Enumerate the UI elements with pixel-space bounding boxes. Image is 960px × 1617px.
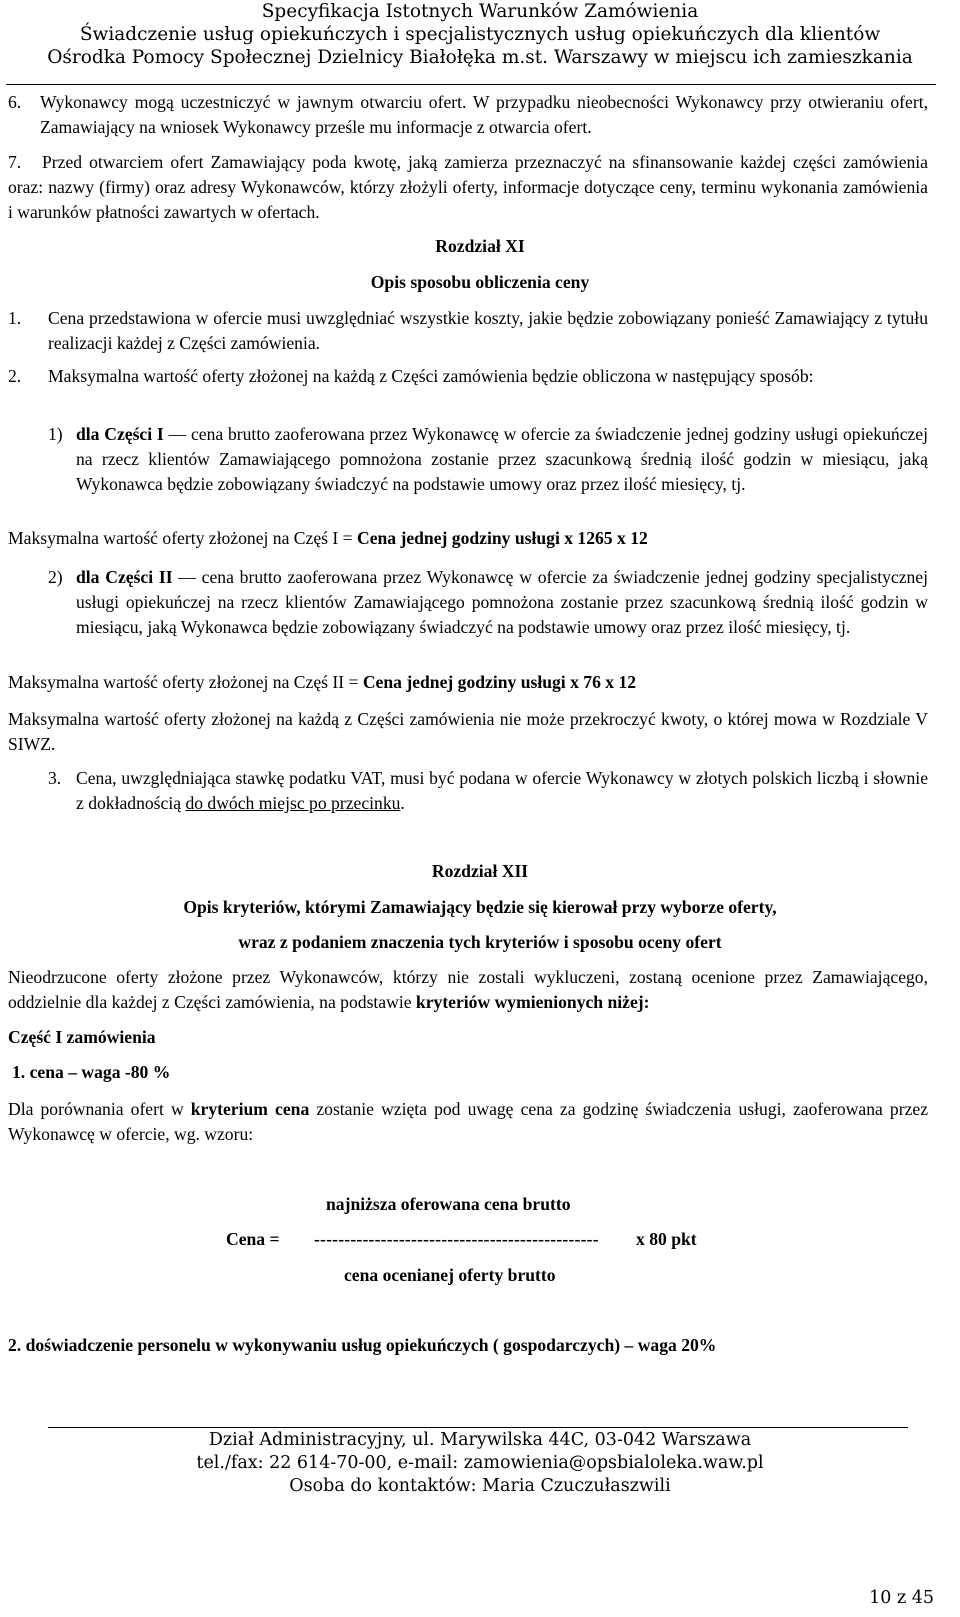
footer-address: Dział Administracyjny, ul. Marywilska 44C, 03-042 Warszawa (208, 1430, 752, 1450)
chapter-11-title: Rozdział XI (435, 236, 525, 256)
formula-2-expression: Cena jednej godziny usługi x 76 x 12 (362, 672, 637, 692)
item-6-text: Wykonawcy mogą uczestniczyć w jawnym otwarciu ofert. W przypadku nieobecności Wykonawcy przy otwieraniu ofert, Zamawiający na wniosek Wykonawcy prześle mu informacje z otwarcia ofert. (40, 92, 928, 137)
header-divider (6, 84, 936, 85)
formula-2-label: Maksymalna wartość oferty złożonej na Częś II = (8, 672, 363, 692)
criterion-1-description (8, 1097, 928, 1147)
intro-body: Nieodrzucone oferty złożone przez Wykonawców, którzy nie zostali wykluczeni, zostaną ocenione przez Zamawiającego, oddzielnie dla każdej z Części zamówienia, na podstawie (8, 967, 928, 1012)
sub2-text (76, 565, 928, 640)
criterion-1-name: 1. cena (12, 1062, 64, 1082)
desc-a: Dla porównania ofert w (8, 1099, 191, 1119)
desc-b: zostanie wzięta pod uwagę cena za godzinę świadczenia usługi, zaoferowana przez Wykonawcę w ofercie, wg. wzoru: (8, 1099, 928, 1144)
formula-1-label: Maksymalna wartość oferty złożonej na Częś I = (8, 528, 357, 548)
p2-number: 2. (8, 366, 22, 386)
max-value-note: Maksymalna wartość oferty złożonej na każdą z Części zamówienia nie może przekroczyć kwoty, o której mowa w Rozdziale V SIWZ. (8, 709, 928, 754)
part-1-heading: Część I zamówienia (8, 1027, 156, 1047)
p3-text (76, 766, 928, 816)
formula-1-expression: Cena jednej godziny usługi x 1265 x 12 (356, 528, 648, 548)
sub2-number: 2) (48, 567, 63, 587)
p2-text: Maksymalna wartość oferty złożonej na każdą z Części zamówienia będzie obliczona w następujący sposób: (48, 366, 814, 386)
item-7-text: Przed otwarciem ofert Zamawiający poda kwotę, jaką zamierza przeznaczyć na sfinansowanie każdej części zamówienia oraz: nazwy (firmy) oraz adresy Wykonawców, którzy złożyli oferty, informacje dotyczące ceny, terminu wykonania zamówienia i warunków płatności zawartych w ofertach. (8, 152, 928, 222)
header-title: Specyfikacja Istotnych Warunków Zamówienia (261, 1, 699, 22)
p3-body: Cena, uwzględniająca stawkę podatku VAT, musi być podana w ofercie Wykonawcy w złotych polskich liczbą i słownie z dokładnością (76, 768, 928, 813)
chapter-11-subtitle: Opis sposobu obliczenia ceny (370, 272, 590, 292)
formula-fraction-line: ----------------------------------------------- (314, 1229, 599, 1249)
header-subtitle: Świadczenie usług opiekuńczych i specjalistycznych usług opiekuńczych dla klientów (79, 24, 881, 45)
item-6-number: 6. (8, 92, 22, 112)
footer-contact: tel./fax: 22 614-70-00, e-mail: zamowienia@opsbialoleka.waw.pl (196, 1453, 764, 1473)
intro-criteria: kryteriów wymienionych niżej: (415, 992, 650, 1012)
formula-lhs: Cena = (226, 1229, 280, 1249)
formula-part-1 (8, 526, 648, 551)
chapter-12-intro (8, 965, 928, 1015)
p3-precision: do dwóch miejsc po przecinku (185, 793, 401, 813)
formula-denominator: cena ocenianej oferty brutto (344, 1265, 556, 1285)
p3-number: 3. (48, 768, 62, 788)
criterion-1 (12, 1060, 170, 1085)
footer-person: Osoba do kontaktów: Maria Czuczułaszwili (289, 1476, 671, 1496)
sub1-text (76, 422, 928, 497)
desc-criterion: kryterium cena (190, 1099, 310, 1119)
p1-number: 1. (8, 308, 22, 328)
sub2-body: — cena brutto zaoferowana przez Wykonawcę w ofercie za świadczenie jednej godziny specjalistycznej usługi opiekuńczej na rzecz klientów Zamawiającego pomnożona zostanie przez szacunkową średnią ilość godzin w miesiącu, jaką Wykonawca będzie zobowiązany świadczyć na podstawie umowy oraz przez ilość miesięcy, tj. (76, 567, 928, 637)
formula-numerator: najniższa oferowana cena brutto (326, 1194, 571, 1214)
chapter-12-subtitle-2: wraz z podaniem znaczenia tych kryteriów i sposobu oceny ofert (238, 932, 722, 952)
formula-part-2 (8, 670, 636, 695)
sub1-label: dla Części I (76, 424, 164, 444)
chapter-12-subtitle-1: Opis kryteriów, którymi Zamawiający będzie się kierował przy wyborze oferty, (183, 897, 777, 917)
p3-end: . (400, 793, 405, 813)
page-number: 10 z 45 (869, 1588, 934, 1608)
criterion-2: 2. doświadczenie personelu w wykonywaniu usług opiekuńczych ( gospodarczych) – waga 20% (8, 1335, 717, 1355)
formula-rhs: x 80 pkt (636, 1229, 697, 1249)
sub1-number: 1) (48, 424, 63, 444)
criterion-1-weight: – waga -80 % (63, 1062, 171, 1082)
item-7-number: 7. (8, 152, 22, 172)
sub2-label: dla Części II (76, 567, 173, 587)
header-institution: Ośrodka Pomocy Społecznej Dzielnicy Białołęka m.st. Warszawy w miejscu ich zamieszkania (47, 47, 913, 68)
sub1-body: — cena brutto zaoferowana przez Wykonawcę w ofercie za świadczenie jednej godziny usługi opiekuńczej na rzecz klientów Zamawiającego pomnożona zostanie przez szacunkową średnią ilość godzin w miesiącu, jaką Wykonawca będzie zobowiązany świadczyć na podstawie umowy oraz przez ilość miesięcy, tj. (76, 424, 929, 494)
p1-text: Cena przedstawiona w ofercie musi uwzględniać wszystkie koszty, jakie będzie zobowiązany ponieść Zamawiający z tytułu realizacji każdej z Części zamówienia. (48, 308, 928, 353)
chapter-12-title: Rozdział XII (431, 861, 529, 881)
